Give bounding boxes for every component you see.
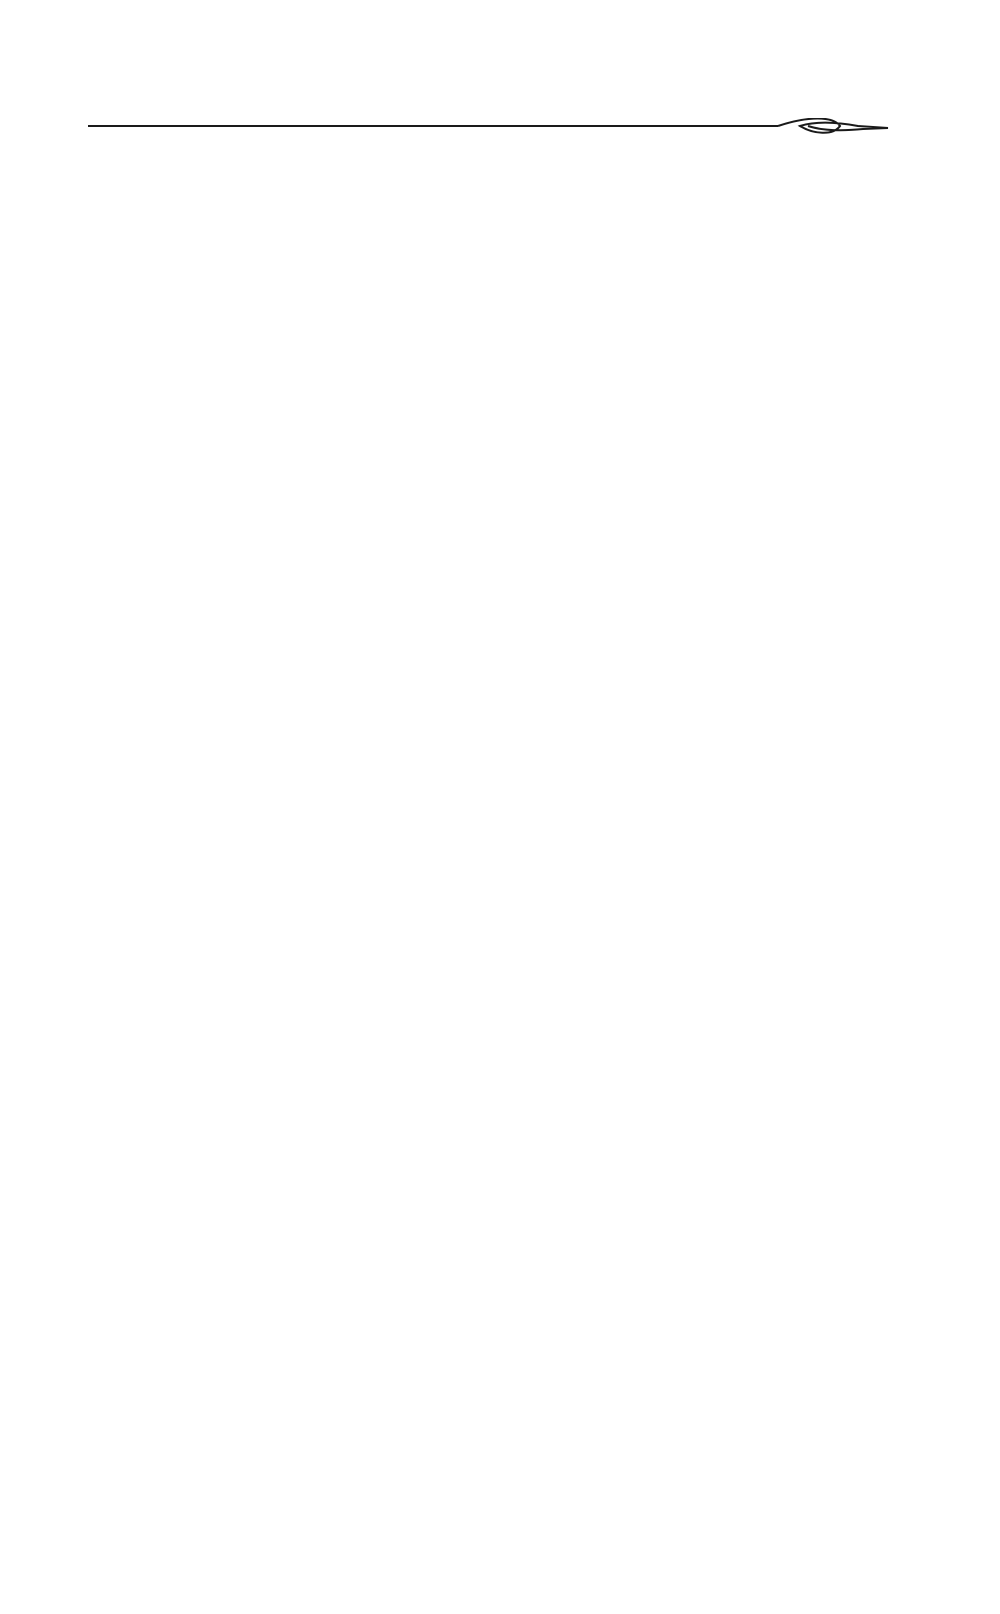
header-rule-ornament: [88, 118, 908, 136]
page-header: [88, 82, 908, 134]
